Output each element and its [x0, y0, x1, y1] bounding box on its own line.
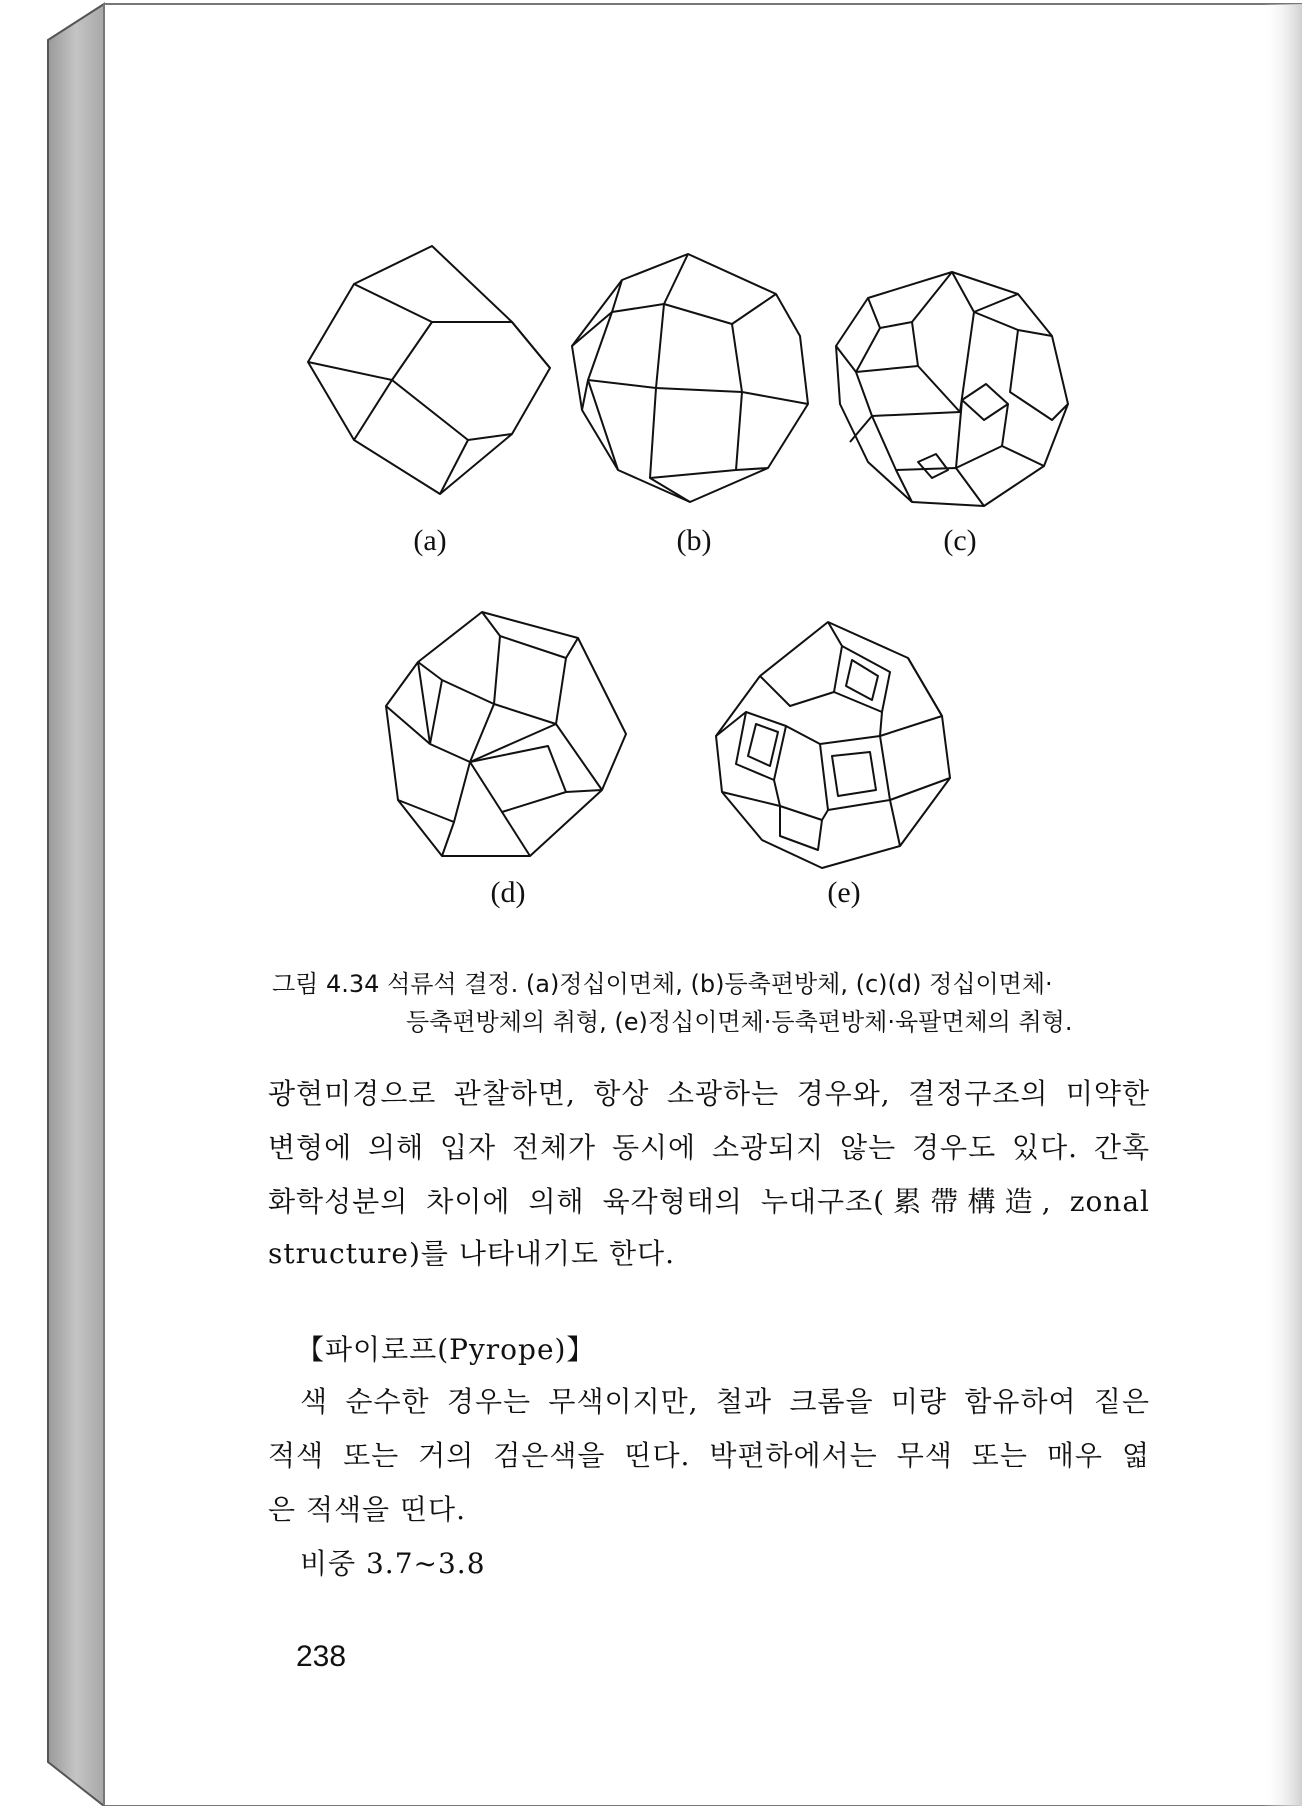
body-paragraph-2-line-2: 적색 또는 거의 검은색을 띤다. 박편하에서는 무색 또는 매우 엷	[268, 1439, 1150, 1472]
body-paragraph-1-line-3: 화학성분의 차이에 의해 육각형태의 누대구조(累帶構造, zonal	[268, 1185, 1150, 1218]
figure-label-c: (c)	[943, 524, 977, 557]
figure-label-d: (d)	[490, 876, 526, 909]
figure-label-b: (b)	[676, 524, 712, 557]
page-number: 238	[296, 1640, 347, 1673]
body-paragraph-2-line-3: 은 적색을 띤다.	[268, 1493, 466, 1526]
figure-label-a: (a)	[413, 524, 447, 557]
specific-gravity: 비중 3.7∼3.8	[300, 1547, 486, 1580]
figure-label-e: (e)	[827, 876, 861, 909]
body-paragraph-1-line-1: 광현미경으로 관찰하면, 항상 소광하는 경우와, 결정구조의 미약한	[268, 1077, 1150, 1110]
section-heading: 【파이로프(Pyrope)】	[296, 1333, 596, 1366]
body-paragraph-2-line-1: 색 순수한 경우는 무색이지만, 철과 크롬을 미량 함유하여 짙은	[300, 1385, 1150, 1418]
figure-caption-line-1: 그림 4.34 석류석 결정. (a)정십이면체, (b)등축편방체, (c)(d) 정십이면체·	[272, 970, 1053, 998]
body-paragraph-1-line-2: 변형에 의해 입자 전체가 동시에 소광되지 않는 경우도 있다. 간혹	[268, 1131, 1150, 1164]
figure-caption-line-2: 등축편방체의 취형, (e)정십이면체·등축편방체·육팔면체의 취형.	[406, 1008, 1073, 1036]
body-paragraph-1-line-4: structure)를 나타내기도 한다.	[268, 1237, 675, 1270]
